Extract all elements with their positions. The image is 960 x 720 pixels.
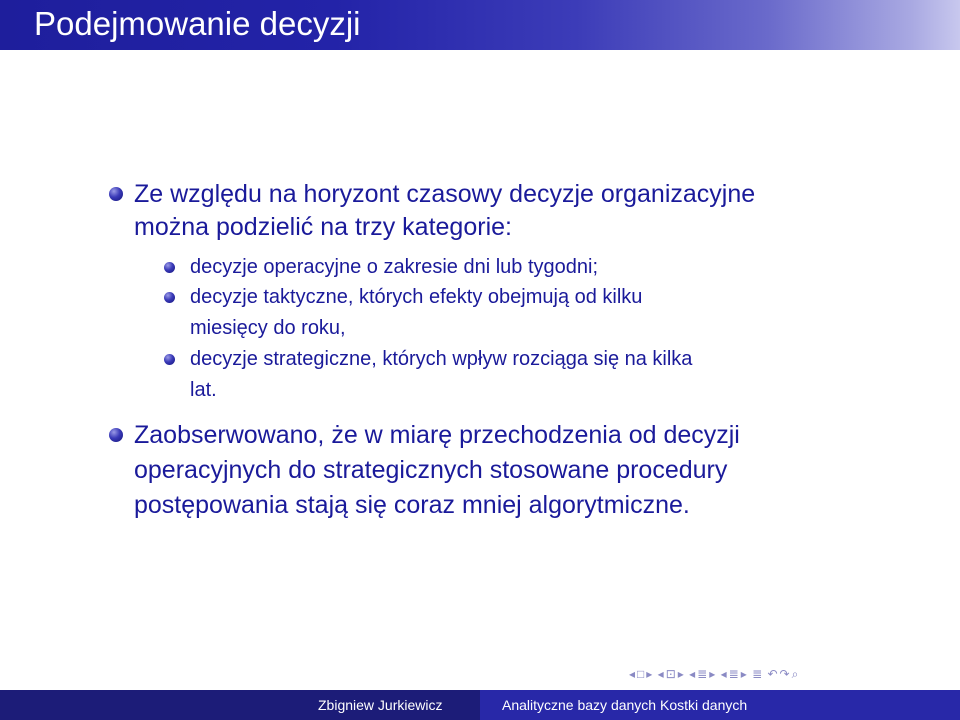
navigation-bar [628, 664, 799, 684]
nav-search-icon[interactable]: ⌕ [791, 667, 799, 681]
nav-document-icon[interactable]: ≣ [728, 667, 739, 681]
subitem-1-line-1: decyzje operacyjne o zakresie dni lub tygodni; [190, 256, 599, 278]
nav-prev-section-icon[interactable]: ◂ [689, 667, 696, 681]
nav-back-icon[interactable]: ↶ [767, 667, 778, 681]
bullet-ball-icon [109, 428, 123, 442]
bullet-ball-icon [109, 187, 123, 201]
nav-prev-subsection-icon[interactable]: ◂ [657, 667, 664, 681]
bullet-1-line-1: Ze względu na horyzont czasowy decyzje organizacyjne [134, 180, 756, 208]
sub-bullet-ball-icon [164, 354, 175, 365]
bullet-2-line-2: operacyjnych do strategicznych stosowane procedury [134, 456, 728, 484]
nav-frame-icon[interactable]: □ [637, 667, 645, 681]
footer-left [0, 690, 480, 720]
bullet-2-line-3: postępowania stają się coraz mniej algorytmiczne. [134, 491, 690, 519]
footer-author: Zbigniew Jurkiewicz [318, 697, 443, 713]
nav-subsection-icon[interactable]: ⊡ [665, 667, 676, 681]
nav-next-document-icon[interactable]: ▸ [740, 667, 747, 681]
nav-prev-document-icon[interactable]: ◂ [720, 667, 727, 681]
subitem-2-line-1: decyzje taktyczne, których efekty obejmują od kilku [190, 286, 643, 308]
bullet-2-line-1: Zaobserwowano, że w miarę przechodzenia od decyzji [134, 421, 740, 449]
slide-title: Podejmowanie decyzji [34, 5, 361, 42]
nav-appendix-icon[interactable]: ≣ [752, 667, 763, 681]
nav-next-subsection-icon[interactable]: ▸ [677, 667, 684, 681]
subitem-3-line-2: lat. [190, 379, 217, 401]
sub-bullet-ball-icon [164, 262, 175, 273]
nav-next-frame-icon[interactable]: ▸ [646, 667, 653, 681]
bullet-1-line-2: można podzielić na trzy kategorie: [134, 213, 512, 241]
subitem-2-line-2: miesięcy do roku, [190, 317, 346, 339]
nav-next-section-icon[interactable]: ▸ [709, 667, 716, 681]
footer-right [480, 690, 960, 720]
footer-course: Analityczne bazy danych Kostki danych [502, 697, 748, 713]
nav-section-icon[interactable]: ≣ [697, 667, 708, 681]
nav-forward-icon[interactable]: ↷ [779, 667, 790, 681]
sub-bullet-ball-icon [164, 292, 175, 303]
nav-prev-frame-icon[interactable]: ◂ [629, 667, 636, 681]
subitem-3-line-1: decyzje strategiczne, których wpływ rozciąga się na kilka [190, 348, 693, 370]
footer [0, 690, 960, 720]
